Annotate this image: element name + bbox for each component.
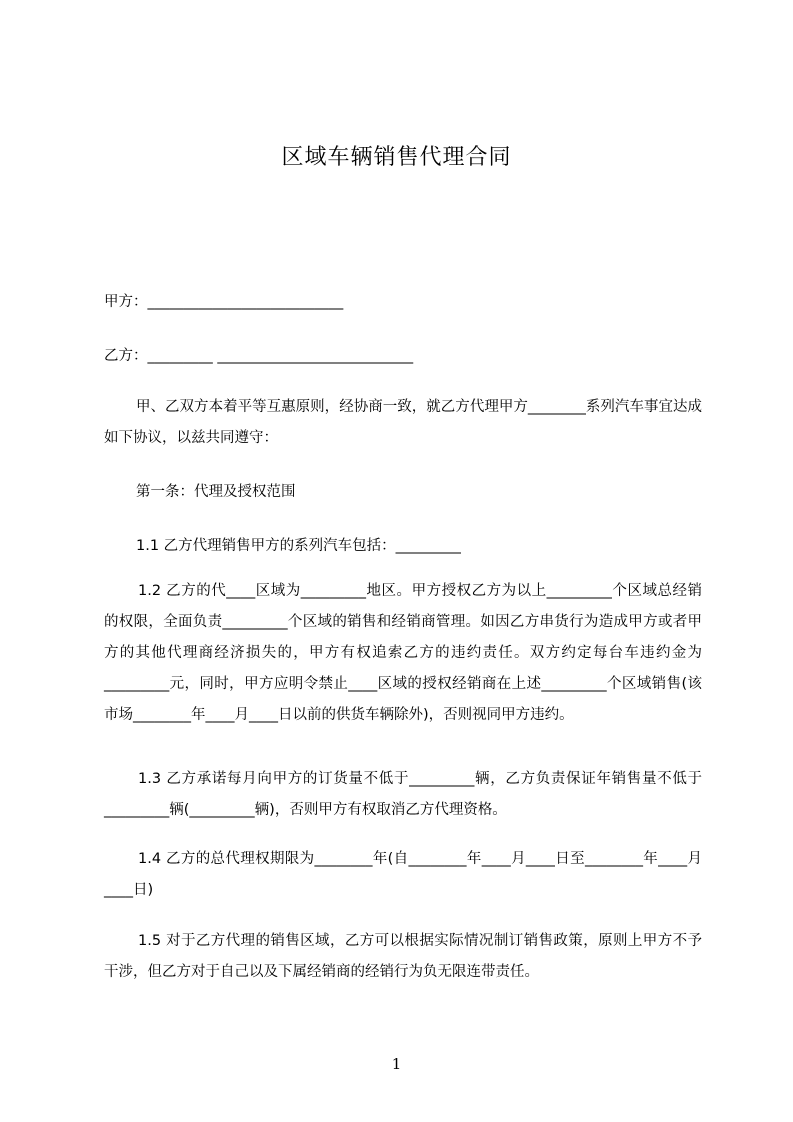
preamble-paragraph: 甲、乙双方本着平等互惠原则，经协商一致，就乙方代理甲方________系列汽车事宜达成如下协议，以兹共同遵守： [104,399,702,446]
clause-1-5: 1.5 对于乙方代理的销售区域，乙方可以根据实际情况制订销售政策，原则上甲方不予干涉，但乙方对于自己以及下属经销商的经销行为负无限连带责任。 [104,933,702,980]
clause-1-2: 1.2 乙方的代____区域为_________地区。甲方授权乙方为以上_________个区域总经销的权限，全面负责_________个区域的销售和经销商管理。如因乙方串货行为造成甲方或者甲方的其他代理商经济损失的，甲方有权追索乙方的违约责任。双方约定每台车违约金为_________元，同时，甲方应明令禁止____区域的授权经销商在上述_________个区域销售(该市场________年____月____日以前的供货车辆除外)，否则视同甲方违约。 [104,583,702,723]
document-title: 区域车辆销售代理合同 [281,145,512,170]
clause-1-3: 1.3 乙方承诺每月向甲方的订货量不低于_________辆，乙方负责保证年销售量不低于_________辆(_________辆)，否则甲方有权取消乙方代理资格。 [104,771,702,818]
page-number: 1 [391,1055,402,1073]
clause-1-1: 1.1 乙方代理销售甲方的系列汽车包括：_________ [136,538,461,554]
article-1-heading: 第一条：代理及授权范围 [136,484,296,500]
party-b-line: 乙方：_________ ___________________________ [104,348,414,364]
party-a-line: 甲方：___________________________ [104,294,344,310]
clause-1-4: 1.4 乙方的总代理权期限为________年(自________年____月____日至________年____月____日) [104,851,702,898]
